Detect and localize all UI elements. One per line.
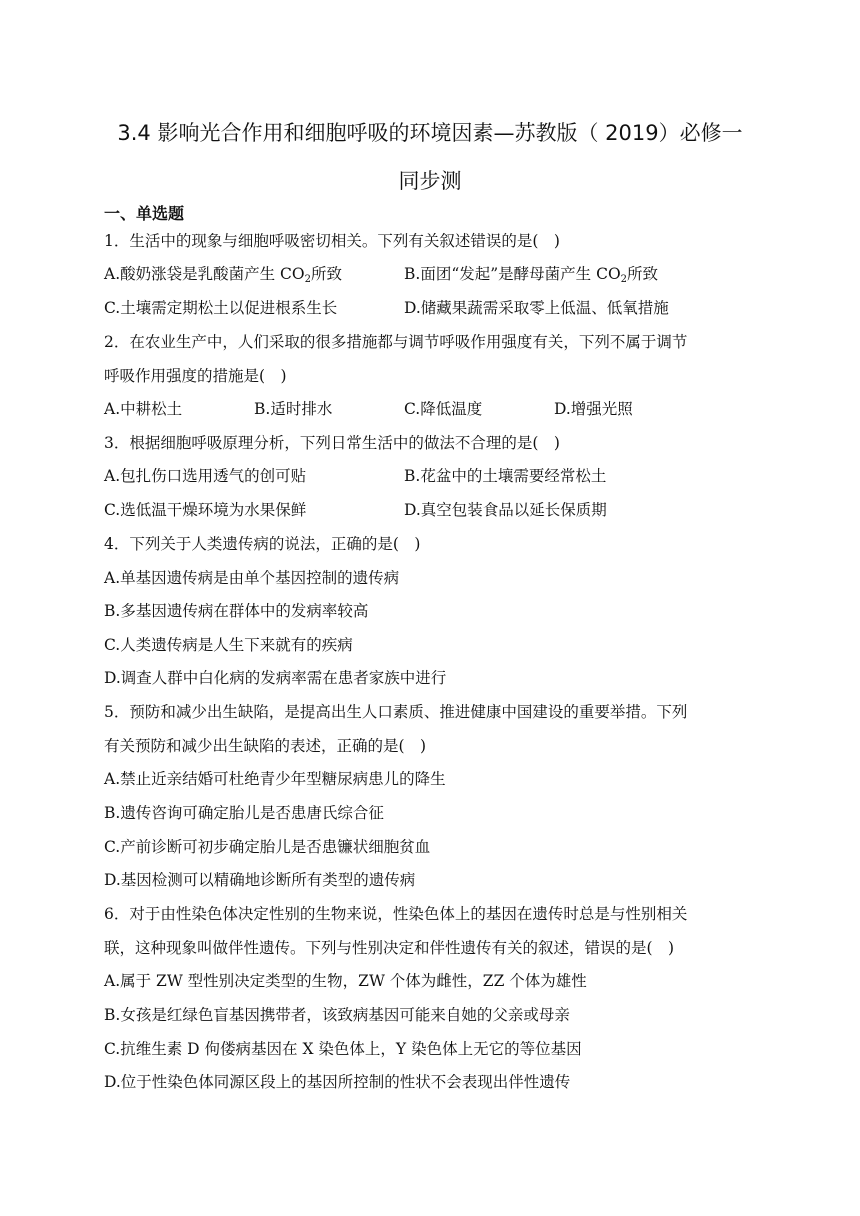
document-title-line2: 同步测 [398,169,462,193]
question-5-option-a: A.禁止近亲结婚可杜绝青少年型糖尿病患儿的降生 [104,770,446,788]
question-6-option-b: B.女孩是红绿色盲基因携带者，该致病基因可能来自她的父亲或母亲 [104,1006,570,1024]
question-3-option-b: B.花盆中的土壤需要经常松土 [404,467,607,485]
question-6-stem-line2: 联，这种现象叫做伴性遗传。下列与性别决定和伴性遗传有关的叙述，错误的是( ) [104,939,675,957]
question-1-option-b: B.面团“发起”是酵母菌产生 $CO_2$所致 [404,265,659,285]
question-1-option-a: A.酸奶涨袋是乳酸菌产生 $CO_2$所致 [104,265,343,285]
question-2-option-b: B.适时排水 [254,400,333,418]
question-3-option-a: A.包扎伤口选用透气的创可贴 [104,467,307,485]
question-2-stem-line1: 2．在农业生产中，人们采取的很多措施都与调节呼吸作用强度有关，下列不属于调节 [104,333,688,351]
question-1-option-c: C.土壤需定期松土以促进根系生长 [104,299,338,317]
document-title-line1: 3.4 影响光合作用和细胞呼吸的环境因素—苏教版（ 2019）必修一 [117,121,743,145]
question-6-stem-line1: 6．对于由性染色体决定性别的生物来说，性染色体上的基因在遗传时总是与性别相关 [104,905,688,923]
question-5-stem-line2: 有关预防和减少出生缺陷的表述，正确的是( ) [104,737,427,755]
question-6-option-c: C.抗维生素 D 佝偻病基因在 X 染色体上，Y 染色体上无它的等位基因 [104,1040,582,1058]
question-4-option-d: D.调查人群中白化病的发病率需在患者家族中进行 [104,669,447,687]
question-4-option-a: A.单基因遗传病是由单个基因控制的遗传病 [104,569,400,587]
question-4-option-c: C.人类遗传病是人生下来就有的疾病 [104,636,353,654]
question-3-option-c: C.选低温干燥环境为水果保鲜 [104,501,307,519]
question-2-option-d: D.增强光照 [554,400,633,418]
question-4-stem: 4．下列关于人类遗传病的说法，正确的是( ) [104,535,421,553]
question-2-stem-line2: 呼吸作用强度的措施是( ) [104,367,287,385]
question-4-option-b: B.多基因遗传病在群体中的发病率较高 [104,602,369,620]
question-6-option-d: D.位于性染色体同源区段上的基因所控制的性状不会表现出伴性遗传 [104,1073,571,1091]
question-3-option-d: D.真空包装食品以延长保质期 [404,501,607,519]
question-5-stem-line1: 5．预防和减少出生缺陷，是提高出生人口素质、推进健康中国建设的重要举措。下列 [104,703,688,721]
question-1-stem: 1．生活中的现象与细胞呼吸密切相关。下列有关叙述错误的是( ) [104,232,560,250]
question-2-option-a: A.中耕松土 [104,400,183,418]
question-5-option-d: D.基因检测可以精确地诊断所有类型的遗传病 [104,871,416,889]
question-1-option-d: D.储藏果蔬需采取零上低温、低氧措施 [404,299,669,317]
question-2-option-c: C.降低温度 [404,400,483,418]
question-3-stem: 3．根据细胞呼吸原理分析，下列日常生活中的做法不合理的是( ) [104,434,560,452]
question-5-option-b: B.遗传咨询可确定胎儿是否患唐氏综合征 [104,804,384,822]
section-heading: 一、单选题 [104,204,185,223]
question-6-option-a: A.属于 ZW 型性别决定类型的生物，ZW 个体为雌性，ZZ 个体为雄性 [104,972,587,990]
question-5-option-c: C.产前诊断可初步确定胎儿是否患镰状细胞贫血 [104,838,431,856]
